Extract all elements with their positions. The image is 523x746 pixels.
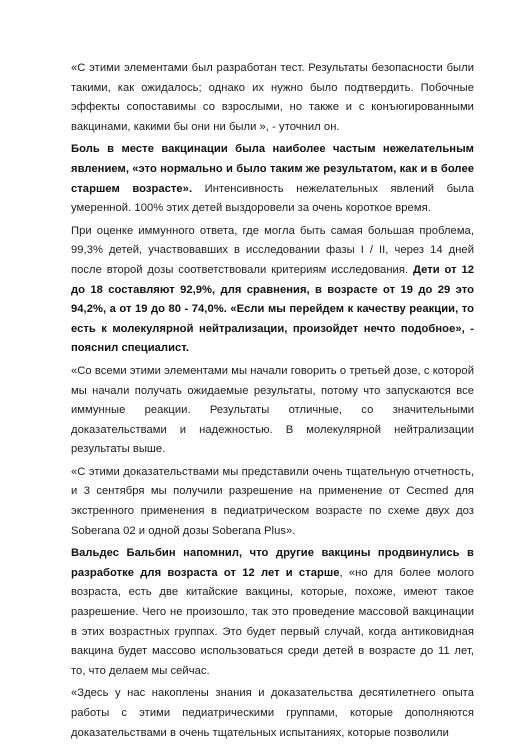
paragraph-3 (71, 222, 474, 359)
paragraph-1 (71, 59, 474, 137)
paragraph-text: «С этими доказательствами мы представили очень тщательную отчетность, и 3 сентября мы получили разрешение на применение от Cecmed для экстренного применения в педиатрическом возрасте по схеме двух доз Soberana 02 и одной дозы Soberana Plus». (71, 465, 474, 537)
paragraph-5 (71, 463, 474, 541)
paragraph-bold-text: Вальдес Бальбин напомнил, что другие вакцины продвинулись в разработке для возраста от 12 лет и старше (71, 547, 474, 579)
paragraph-text: «С этими элементами был разработан тест. Результаты безопасности были такими, как ожидалось; однако их нужно было подтвердить. Побочные эффекты сопоставимы со взрослыми, но также и с конъюгированными вакцинами, какими бы они ни были », - уточнил он. (71, 62, 474, 133)
paragraph-2 (71, 140, 474, 218)
paragraph-4 (71, 362, 474, 460)
paragraph-text: «Здесь у нас накоплены знания и доказательства десятилетнего опыта работы с этими педиатрическими группами, которые дополняются доказательствами в очень тщательных испытаниях, которые позволили (71, 687, 474, 739)
paragraph-6 (71, 544, 474, 681)
paragraph-bold-text: Дети от 12 до 18 составляют 92,9%, для сравнения, в возрасте от 19 до 29 это 94,2%, а от 19 до 80 - 74,0%. «Если мы перейдем к качеству реакции, то есть к молекулярной нейтрализации, произойдет нечто подобное», - пояснил специалист. (71, 263, 475, 355)
paragraph-text: «Со всеми этими элементами мы начали говорить о третьей дозе, с которой мы начали получать ожидаемые результаты, потому что запускаются все иммунные реакции. Результаты отличные, со значительными доказательствами и надежностью. В молекулярной нейтрализации результаты выше. (71, 364, 474, 456)
paragraph-text: При оценке иммунного ответа, где могла быть самая большая проблема, 99,3% детей, участвовавших в исследовании фазы I / II, через 14 дней после второй дозы соответствовали критериям исследования. (71, 224, 474, 276)
paragraph-text: Интенсивность нежелательных явлений была умеренной. 100% этих детей выздоровели за очень короткое время. (71, 182, 474, 215)
paragraph-7 (71, 684, 474, 743)
paragraph-bold-text: Боль в месте вакцинации была наиболее частым нежелательным явлением, «это нормально и было таким же результатом, как и в более старшем возрасте». (71, 143, 474, 195)
paragraph-text: , «но для более молого возраста, есть две китайские вакцины, которые, похоже, имеют такое разрешение. Чего не произошло, так это проведение массовой вакцинации в этих возрастных группах. Это будет первый случай, когда антиковидная вакцина будет массово использоваться среди детей в возрасте до 11 лет, то, что делаем мы сейчас. (71, 566, 474, 677)
